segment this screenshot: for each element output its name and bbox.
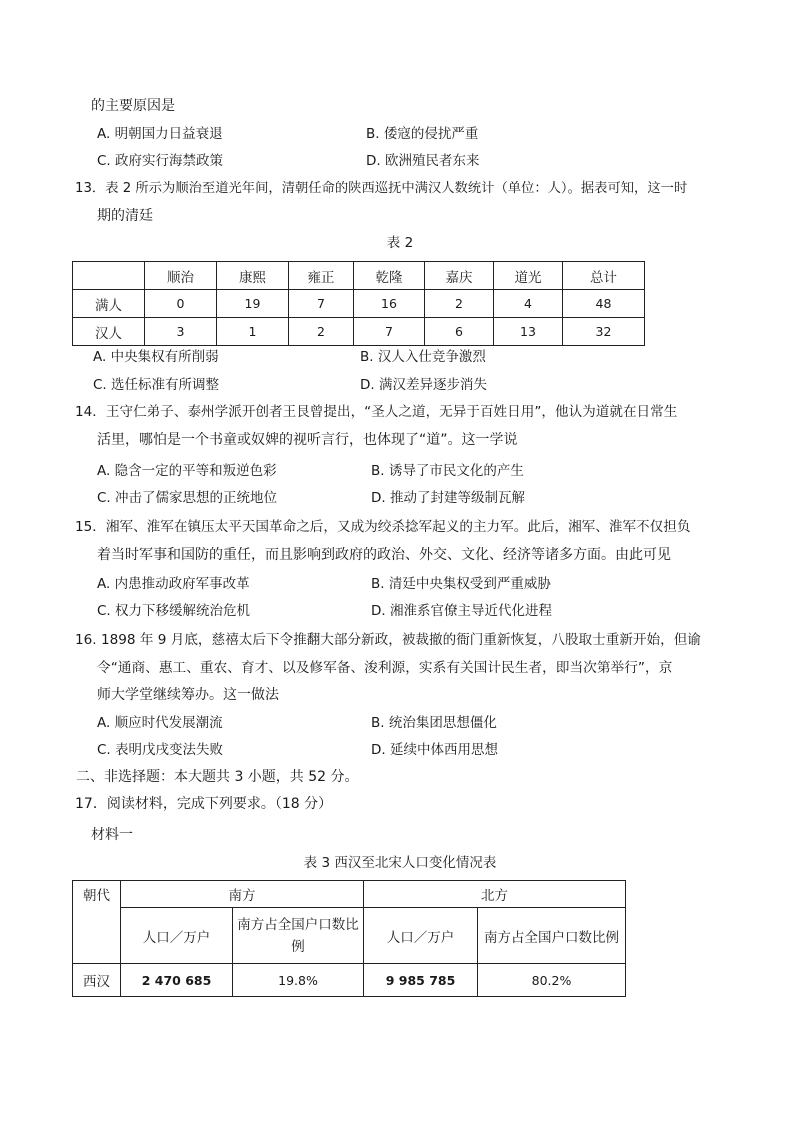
q15-option-c: C. 权力下移缓解统治危机 (97, 603, 251, 619)
table2-cell: 4 (494, 290, 563, 318)
q12-option-d: D. 欧洲殖民者东来 (366, 153, 480, 169)
table2-header-row (73, 262, 645, 290)
table2-cell: 48 (563, 290, 645, 318)
q14-option-c: C. 冲击了儒家思想的正统地位 (97, 490, 278, 506)
q14-stem-line2: 活里，哪怕是一个书童或奴婢的视听言行，也体现了“道”。这一学说 (97, 432, 518, 448)
table3-sub-south-ratio-line2: 例 (291, 938, 305, 955)
q15-stem-line2: 着当时军事和国防的重任，而且影响到政府的政治、外交、文化、经济等诸多方面。由此可见 (97, 547, 671, 563)
q12-option-c: C. 政府实行海禁政策 (97, 153, 224, 169)
table2-cell: 16 (354, 290, 425, 318)
q16-stem-line3: 师大学堂继续筹办。这一做法 (97, 687, 279, 703)
table2-cell: 19 (217, 290, 289, 318)
table2-cell: 2 (425, 290, 494, 318)
table2-cell: 3 (145, 318, 217, 346)
q16-option-a: A. 顺应时代发展潮流 (97, 715, 223, 731)
table2-header-cell: 道光 (494, 262, 563, 290)
table2-cell: 7 (354, 318, 425, 346)
table2-cell: 13 (494, 318, 563, 346)
q16-option-b: B. 统治集团思想僵化 (371, 715, 497, 731)
q12-stem-tail: 的主要原因是 (91, 98, 175, 114)
q13-option-d: D. 满汉差异逐步消失 (360, 377, 487, 393)
q13-stem-line1: 13．表 2 所示为顺治至道光年间，清朝任命的陕西巡抚中满汉人数统计（单位：人）。据表可知，这一时 (75, 181, 688, 196)
q13-option-b: B. 汉人入仕竞争激烈 (360, 349, 486, 365)
table3-caption: 表 3 西汉至北宋人口变化情况表 (303, 855, 497, 871)
table3-south-ratio-cell: 19.8% (233, 964, 364, 997)
table2-header-cell: 嘉庆 (425, 262, 494, 290)
table2-cell: 1 (217, 318, 289, 346)
table3-north-header: 北方 (364, 881, 626, 908)
table3-header-row (73, 881, 626, 908)
q13-option-a: A. 中央集权有所削弱 (93, 349, 219, 365)
q12-option-a: A. 明朝国力日益衰退 (97, 126, 223, 142)
table-row (73, 318, 645, 346)
table3-sub-north-ratio: 南方占全国户口数比例 (478, 908, 626, 964)
table3 (72, 880, 626, 997)
table2-header-cell: 乾隆 (354, 262, 425, 290)
q17-material-label: 材料一 (91, 827, 133, 843)
table2-header-cell: 康熙 (217, 262, 289, 290)
table2-cell: 0 (145, 290, 217, 318)
q15-stem-line1: 15．湘军、淮军在镇压太平天国革命之后，又成为绞杀捻军起义的主力军。此后，湘军、淮军不仅担负 (75, 519, 691, 535)
table3-south-pop-cell: 2 470 685 (121, 964, 233, 997)
q16-stem-line2: 令“通商、惠工、重农、育才、以及修军备、浚利源，实系有关国计民生者，即当次第举行”，京 (97, 660, 673, 676)
q15-option-d: D. 湘淮系官僚主导近代化进程 (371, 603, 552, 619)
table3-sub-south-ratio (233, 908, 364, 964)
table3-dynasty-header: 朝代 (73, 881, 121, 964)
table2-cell: 2 (289, 318, 354, 346)
q14-stem-line1: 14．王守仁弟子、泰州学派开创者王艮曾提出，“圣人之道，无异于百姓日用”，他认为道就在日常生 (75, 404, 678, 420)
q15-option-a: A. 内患推动政府军事改革 (97, 576, 250, 592)
table2-header-cell (73, 262, 145, 290)
table2-caption: 表 2 (386, 235, 414, 251)
q15-option-b: B. 清廷中央集权受到严重威胁 (371, 576, 551, 592)
q14-option-a: A. 隐含一定的平等和叛逆色彩 (97, 463, 277, 479)
table2-cell: 32 (563, 318, 645, 346)
table2-cell: 满人 (73, 290, 145, 318)
q14-option-b: B. 诱导了市民文化的产生 (371, 463, 524, 479)
table3-sub-south-pop: 人口／万户 (121, 908, 233, 964)
q14-option-d: D. 推动了封建等级制瓦解 (371, 490, 525, 506)
q16-option-c: C. 表明戊戌变法失败 (97, 742, 224, 758)
table2-cell: 汉人 (73, 318, 145, 346)
table-row (73, 964, 626, 997)
table3-sub-north-pop: 人口／万户 (364, 908, 478, 964)
table3-dynasty-cell: 西汉 (73, 964, 121, 997)
q16-stem-line1: 16. 1898 年 9 月底，慈禧太后下令推翻大部分新政，被裁撤的衙门重新恢复，八股取士重新开始，但谕 (75, 632, 701, 648)
table2-cell: 7 (289, 290, 354, 318)
q13-option-c: C. 选任标准有所调整 (93, 377, 220, 393)
table2-header-cell: 顺治 (145, 262, 217, 290)
q17-stem: 17．阅读材料，完成下列要求。（18 分） (75, 796, 333, 812)
table3-sub-south-ratio-line1: 南方占全国户口数比 (237, 916, 359, 933)
table-row (73, 290, 645, 318)
table3-subheader-row (73, 908, 626, 964)
table2 (72, 261, 645, 346)
table2-header-cell: 总计 (563, 262, 645, 290)
section2-heading: 二、非选择题：本大题共 3 小题，共 52 分。 (76, 769, 359, 785)
table2-header-cell: 雍正 (289, 262, 354, 290)
table2-cell: 6 (425, 318, 494, 346)
table3-north-ratio-cell: 80.2% (478, 964, 626, 997)
q13-stem-line2: 期的清廷 (97, 208, 153, 224)
q16-option-d: D. 延续中体西用思想 (371, 742, 498, 758)
table3-north-pop-cell: 9 985 785 (364, 964, 478, 997)
q12-option-b: B. 倭寇的侵扰严重 (366, 126, 479, 142)
table3-south-header: 南方 (121, 881, 364, 908)
